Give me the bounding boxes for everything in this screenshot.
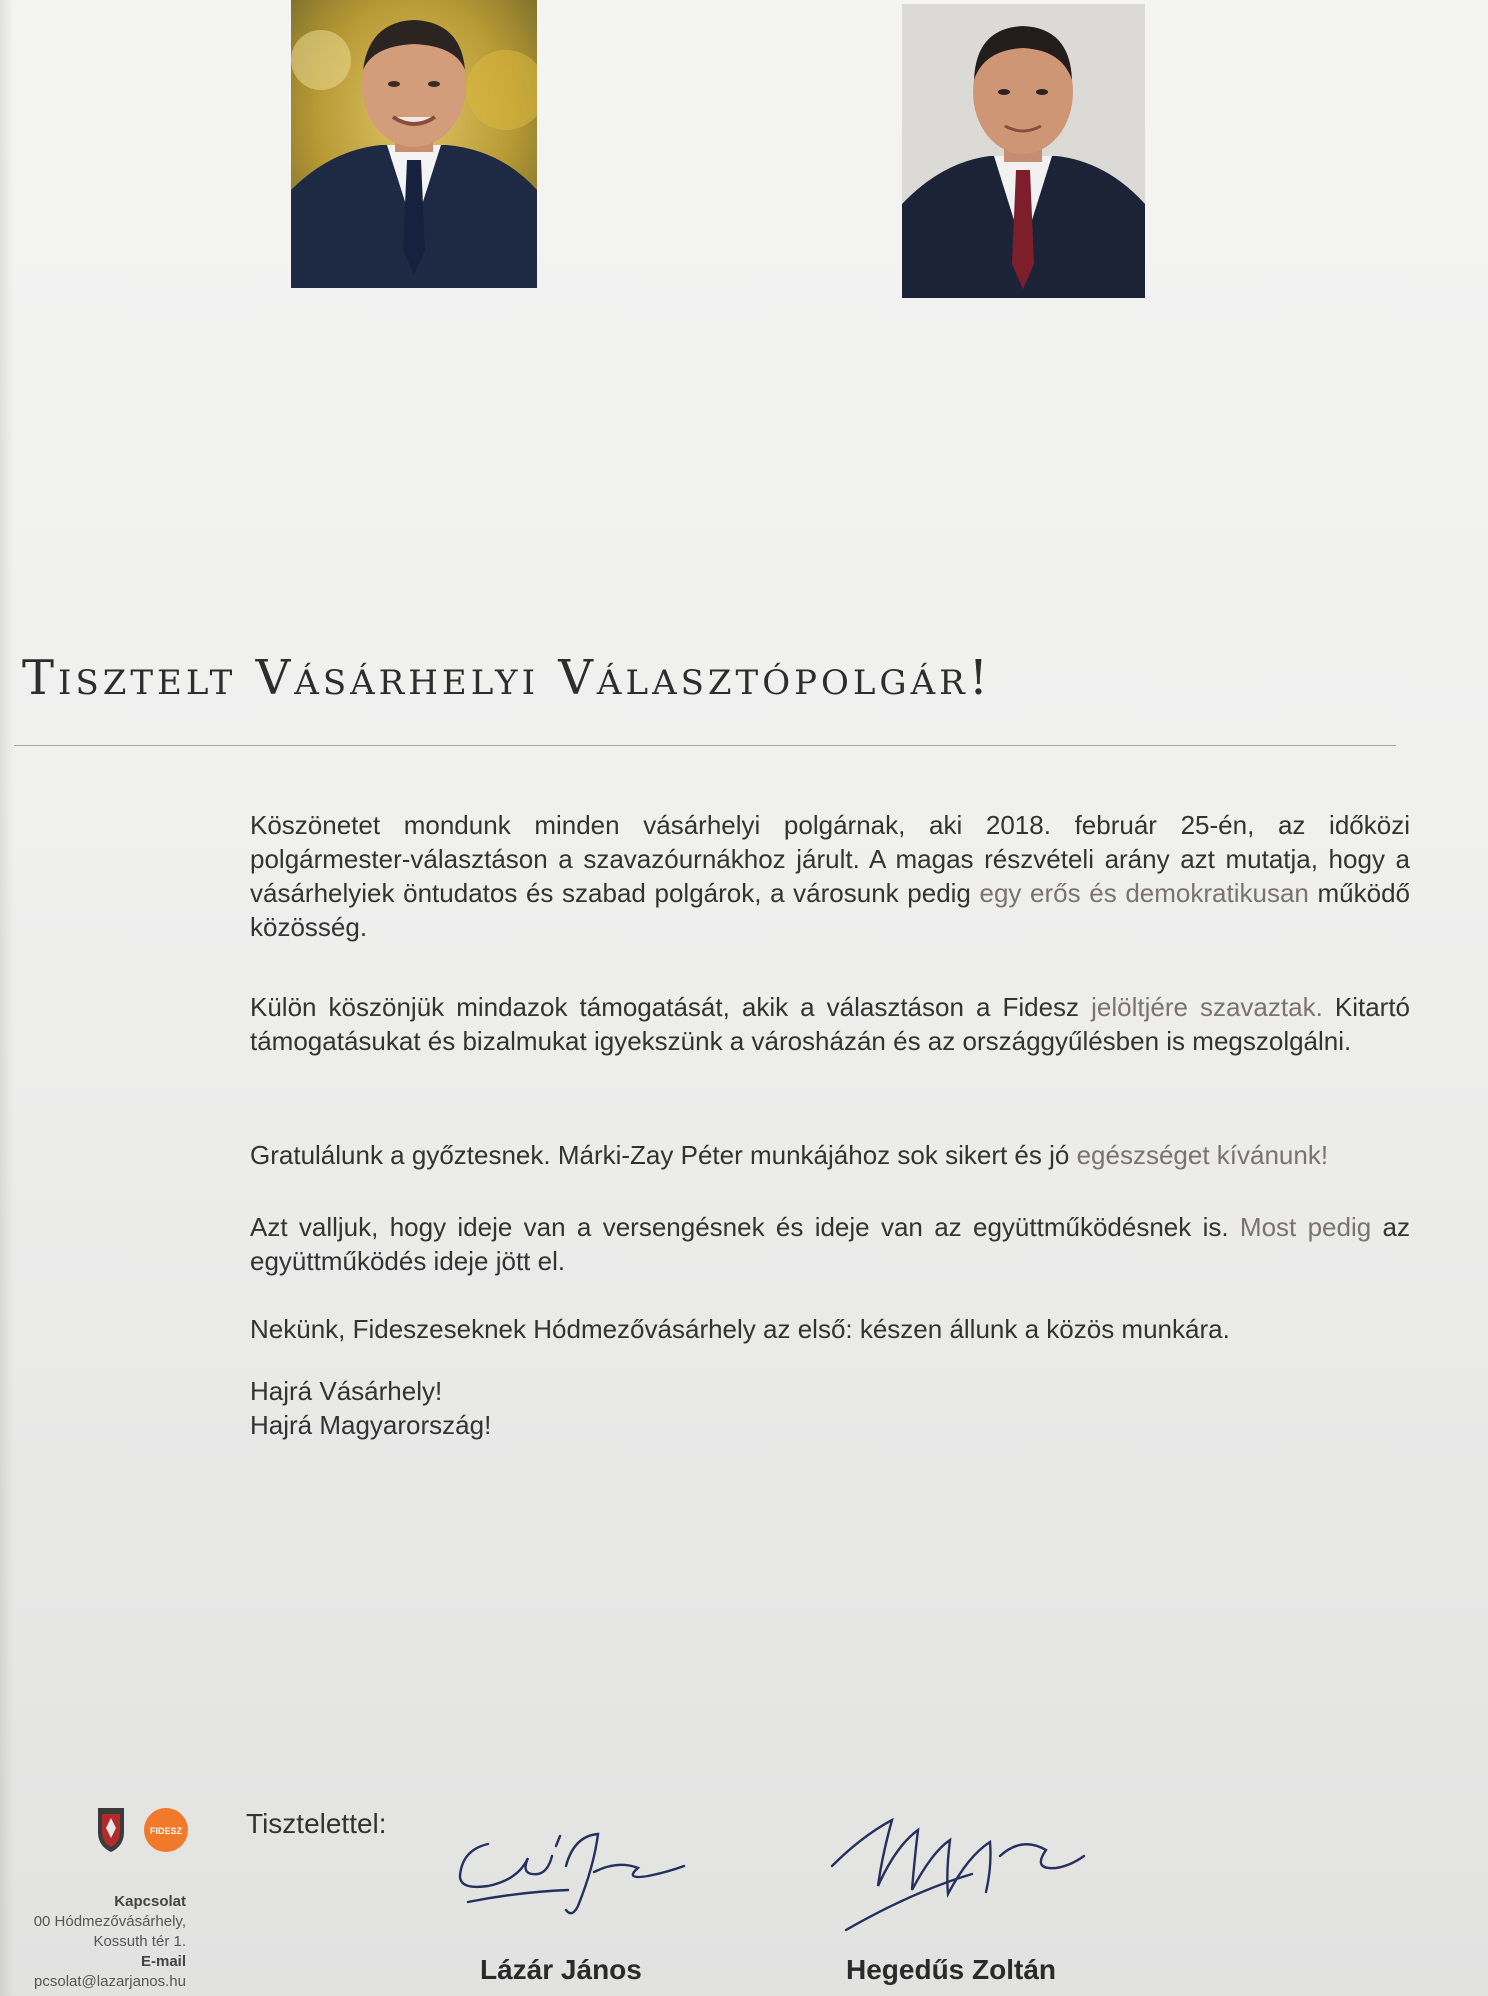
portrait-right-image: [902, 4, 1145, 298]
fidesz-logo-icon: [144, 1808, 188, 1852]
paragraph-commitment: [250, 1312, 1410, 1346]
paragraph-cooperation: [250, 1210, 1410, 1278]
contact-block: [0, 1892, 186, 1992]
contact-address-line1: 00 Hódmezővásárhely,: [33, 1913, 186, 1930]
paragraph-faded-text: egy erős és demokratikusan: [979, 878, 1309, 908]
paragraph-thanks: [250, 808, 1410, 944]
email-label: E-mail: [140, 1953, 186, 1970]
paragraph-text: Gratulálunk a győztesnek. Márki-Zay Péter munkájához sok sikert és jó: [250, 1140, 1077, 1170]
paragraph-text: Köszönetet mondunk minden vásárhelyi polgárnak, aki 2018. február 25-én, az időközi polgármester-választáson a szavazóurnákhoz járult. A magas részvételi arány azt mutatja, hogy a vásárhelyiek öntudatos és szabad polgárok, a városunk pedig: [250, 810, 1410, 908]
email-value: pcsolat@lazarjanos.hu: [34, 1973, 186, 1990]
signature-right: [822, 1796, 1102, 1936]
city-coat-of-arms-icon: [98, 1808, 124, 1852]
signatory-name-right: Hegedűs Zoltán: [846, 1954, 1057, 1985]
page-edge-shadow: [0, 0, 14, 1996]
signature-left: [448, 1806, 688, 1926]
cheers-block: [250, 1374, 1410, 1442]
contact-address-line2: Kossuth tér 1.: [93, 1933, 186, 1950]
paragraph-text: Nekünk, Fideszeseknek Hódmezővásárhely az első: készen állunk a közös munkára.: [250, 1314, 1230, 1344]
signatory-name-left: Lázár János: [480, 1954, 642, 1985]
paragraph-faded-text: jelöltjére szavaztak.: [1091, 992, 1323, 1022]
paragraph-text: Azt valljuk, hogy ideje van a versengésnek és ideje van az együttműködésnek is.: [250, 1212, 1240, 1242]
paragraph-supporters: [250, 990, 1410, 1058]
fidesz-logo-text: FIDESZ: [149, 1826, 183, 1836]
cheer-line-magyarorszag: Hajrá Magyarország!: [250, 1410, 492, 1440]
paragraph-text: Külön köszönjük mindazok támogatását, akik a választáson a Fidesz: [250, 992, 1092, 1022]
cheer-line-vasarhely: Hajrá Vásárhely!: [250, 1376, 443, 1406]
closing-phrase: Tisztelettel:: [246, 1808, 387, 1839]
contact-label: Kapcsolat: [114, 1893, 186, 1910]
portrait-photo-right: [902, 4, 1145, 298]
paragraph-congratulations: [250, 1138, 1410, 1172]
paragraph-text: Kitartó támogatásukat és bizalmukat igyekszünk a városházán és az országgyűlésben is megszolgálni.: [250, 992, 1410, 1056]
portrait-left-image: [291, 0, 537, 288]
letter-salutation: Tisztelt Vásárhelyi Választópolgár!: [22, 650, 993, 706]
paragraph-faded-text: egészséget kívánunk!: [1076, 1140, 1329, 1170]
divider-rule: [14, 745, 1396, 746]
party-logos: [96, 1804, 192, 1854]
paragraph-text: működő közösség.: [250, 878, 1410, 942]
paragraph-faded-text: Most pedig: [1239, 1212, 1372, 1242]
paragraph-text: az együttműködés ideje jött el.: [250, 1212, 1410, 1276]
portrait-photo-left: [291, 0, 537, 288]
